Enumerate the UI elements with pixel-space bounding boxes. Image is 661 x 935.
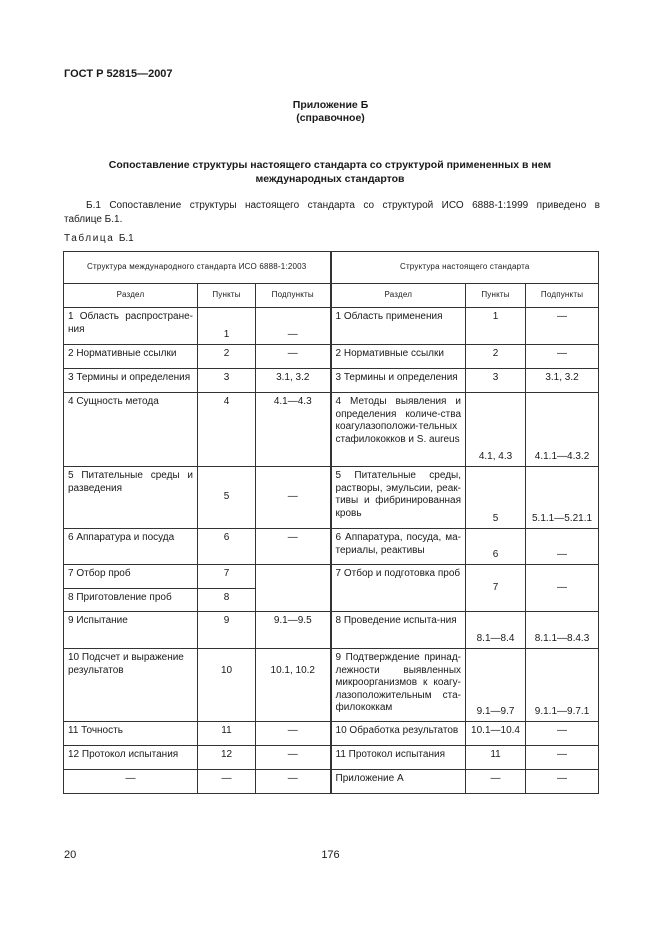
cell-right-subitems: — xyxy=(526,308,599,345)
cell-right-items: 9.1—9.7 xyxy=(466,649,526,722)
cell-left-items: — xyxy=(198,770,256,794)
cell-left-subitems xyxy=(256,565,331,612)
table-group-header xyxy=(64,252,599,284)
cell-right-section: 2 Нормативные ссылки xyxy=(331,345,466,369)
page-number-left: 20 xyxy=(64,849,77,861)
table-label-word: Таблица xyxy=(64,233,115,244)
cell-left-section: 6 Аппаратура и посуда xyxy=(64,529,198,565)
cell-right-subitems: — xyxy=(526,770,599,794)
cell-left-items: 7 xyxy=(198,565,256,589)
cell-left-subitems: — xyxy=(256,746,331,770)
cell-left-section: 7 Отбор проб xyxy=(64,565,198,589)
table-row xyxy=(64,529,599,565)
table-row xyxy=(64,369,599,393)
cell-right-section: 5 Питательные среды, растворы, эмульсии, реак-тивы и фибринированная кровь xyxy=(331,467,466,529)
section-title xyxy=(90,158,570,186)
cell-left-section: 3 Термины и определения xyxy=(64,369,198,393)
cell-right-items: 7 xyxy=(466,565,526,612)
cell-left-section: 1 Область распростране-ния xyxy=(64,308,198,345)
cell-left-subitems: — xyxy=(256,770,331,794)
col-header-subitems-right: Подпункты xyxy=(526,284,599,308)
cell-left-items: 6 xyxy=(198,529,256,565)
table-row xyxy=(64,612,599,649)
table-label xyxy=(64,233,134,244)
table-row xyxy=(64,308,599,345)
cell-left-section: 11 Точность xyxy=(64,722,198,746)
cell-left-section: — xyxy=(64,770,198,794)
cell-right-section: Приложение А xyxy=(331,770,466,794)
cell-left-section: 12 Протокол испытания xyxy=(64,746,198,770)
cell-left-section: 9 Испытание xyxy=(64,612,198,649)
cell-right-subitems: — xyxy=(526,722,599,746)
cell-right-items: 3 xyxy=(466,369,526,393)
table-row xyxy=(64,722,599,746)
cell-left-items: 2 xyxy=(198,345,256,369)
cell-left-section: 5 Питательные среды и разведения xyxy=(64,467,198,529)
table-row xyxy=(64,770,599,794)
cell-right-items: 6 xyxy=(466,529,526,565)
cell-right-section: 3 Термины и определения xyxy=(331,369,466,393)
appendix-subtitle: (справочное) xyxy=(296,112,365,124)
cell-left-items: 8 xyxy=(198,589,256,612)
cell-right-items: 11 xyxy=(466,746,526,770)
cell-left-items: 3 xyxy=(198,369,256,393)
table-row xyxy=(64,649,599,722)
cell-right-items: 5 xyxy=(466,467,526,529)
paragraph-line-1 xyxy=(64,199,600,213)
cell-left-items: 1 xyxy=(198,308,256,345)
col-header-items-left: Пункты xyxy=(198,284,256,308)
cell-left-section: 10 Подсчет и выражение результатов xyxy=(64,649,198,722)
cell-left-section: 2 Нормативные ссылки xyxy=(64,345,198,369)
col-header-subitems-left: Подпункты xyxy=(256,284,331,308)
cell-left-items: 12 xyxy=(198,746,256,770)
cell-left-section: 4 Сущность метода xyxy=(64,393,198,467)
cell-left-subitems: — xyxy=(256,529,331,565)
col-header-section-left: Раздел xyxy=(64,284,198,308)
table-row xyxy=(64,565,599,589)
table-row xyxy=(64,345,599,369)
cell-right-section: 9 Подтверждение принад-лежности выявленных микроорганизмов к коагу-лазоположительным ста-филококкам xyxy=(331,649,466,722)
cell-right-subitems: — xyxy=(526,345,599,369)
cell-right-subitems: 9.1.1—9.7.1 xyxy=(526,649,599,722)
cell-right-subitems: 8.1.1—8.4.3 xyxy=(526,612,599,649)
cell-right-subitems: 3.1, 3.2 xyxy=(526,369,599,393)
cell-right-items: 2 xyxy=(466,345,526,369)
cell-left-subitems: — xyxy=(256,345,331,369)
cell-right-items: 4.1, 4.3 xyxy=(466,393,526,467)
cell-left-items: 10 xyxy=(198,649,256,722)
group-header-international: Структура международного стандарта ИСО 6888-1:2003 xyxy=(64,252,331,284)
cell-right-section: 1 Область применения xyxy=(331,308,466,345)
cell-right-section: 8 Проведение испыта-ния xyxy=(331,612,466,649)
col-header-section-right: Раздел xyxy=(331,284,466,308)
cell-left-subitems: 10.1, 10.2 xyxy=(256,649,331,722)
cell-left-subitems: — xyxy=(256,308,331,345)
cell-left-items: 11 xyxy=(198,722,256,746)
cell-right-subitems: 5.1.1—5.21.1 xyxy=(526,467,599,529)
cell-right-subitems: — xyxy=(526,529,599,565)
cell-right-subitems: — xyxy=(526,565,599,612)
col-header-items-right: Пункты xyxy=(466,284,526,308)
cell-left-subitems: 3.1, 3.2 xyxy=(256,369,331,393)
table-row xyxy=(64,746,599,770)
cell-left-subitems: — xyxy=(256,722,331,746)
cell-right-items: 8.1—8.4 xyxy=(466,612,526,649)
comparison-table xyxy=(63,251,599,794)
page-number-center: 176 xyxy=(321,849,340,861)
cell-right-section: 4 Методы выявления и определения количе-ства коагулазоположи-тельных стафилококков и S. aureus xyxy=(331,393,466,467)
cell-right-subitems: 4.1.1—4.3.2 xyxy=(526,393,599,467)
table-row xyxy=(64,467,599,529)
cell-right-section: 6 Аппаратура, посуда, ма-териалы, реактивы xyxy=(331,529,466,565)
cell-right-subitems: — xyxy=(526,746,599,770)
cell-left-subitems: — xyxy=(256,467,331,529)
paragraph-line-2: таблице Б.1. xyxy=(64,214,123,225)
cell-left-items: 9 xyxy=(198,612,256,649)
appendix-title: Приложение Б xyxy=(292,99,369,111)
cell-left-section: 8 Приготовление проб xyxy=(64,589,198,612)
table-row xyxy=(64,393,599,467)
cell-left-items: 4 xyxy=(198,393,256,467)
cell-right-items: 10.1—10.4 xyxy=(466,722,526,746)
cell-left-items: 5 xyxy=(198,467,256,529)
intro-paragraph xyxy=(64,199,600,227)
document-code: ГОСТ Р 52815—2007 xyxy=(64,68,173,80)
cell-right-section: 7 Отбор и подготовка проб xyxy=(331,565,466,612)
table-column-header xyxy=(64,284,599,308)
cell-left-subitems: 9.1—9.5 xyxy=(256,612,331,649)
cell-left-subitems: 4.1—4.3 xyxy=(256,393,331,467)
cell-right-items: 1 xyxy=(466,308,526,345)
paragraph-line1-text: Б.1 Сопоставление структуры настоящего стандарта со структурой ИСО 6888-1:1999 приведено в xyxy=(86,200,600,211)
section-title-line1: Сопоставление структуры настоящего стандарта со структурой примененных в нем xyxy=(108,159,552,171)
cell-right-items: — xyxy=(466,770,526,794)
table-label-number: Б.1 xyxy=(118,233,134,244)
cell-right-section: 10 Обработка результатов xyxy=(331,722,466,746)
section-title-line2: международных стандартов xyxy=(255,173,405,185)
cell-right-section: 11 Протокол испытания xyxy=(331,746,466,770)
group-header-national: Структура настоящего стандарта xyxy=(331,252,599,284)
